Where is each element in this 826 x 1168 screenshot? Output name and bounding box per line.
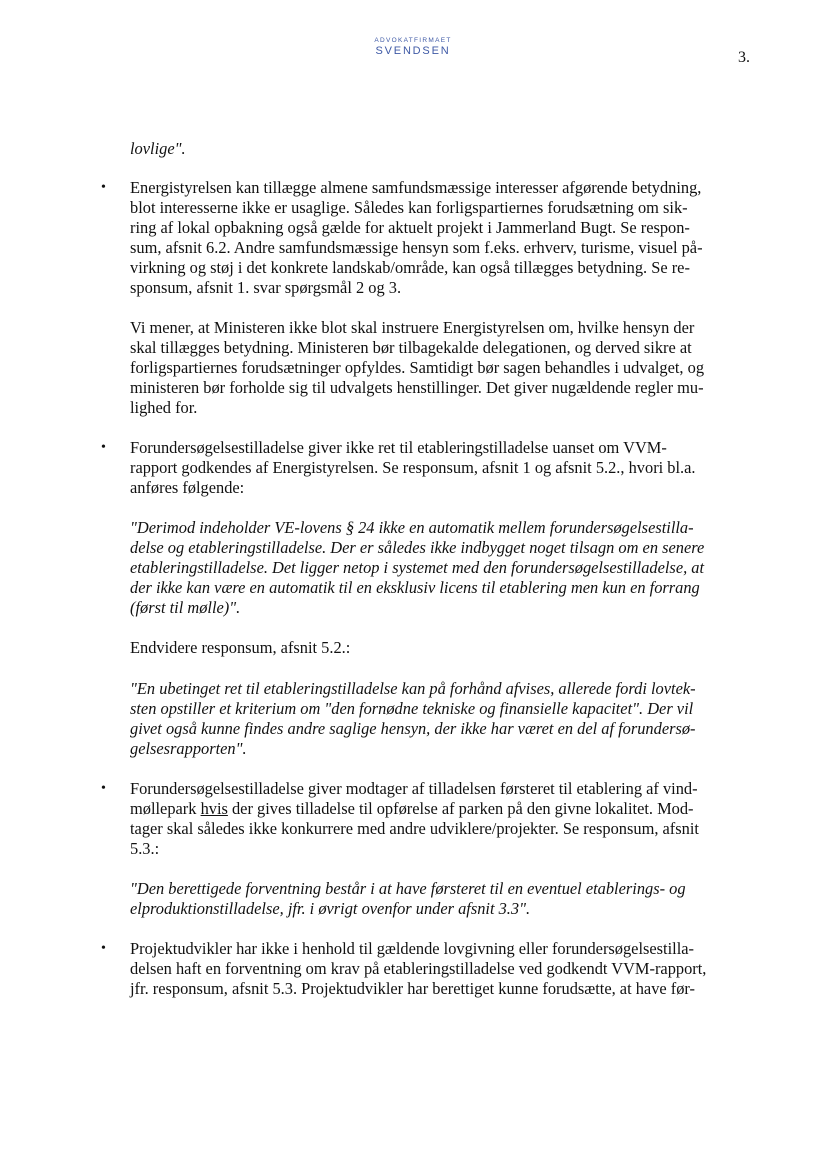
bullet-marker: • [101,180,106,195]
bullet1-line: blot interesserne ikke er usaglige. Således kan forligspartiernes forudsætning om sik- [130,198,688,217]
bullet1-para2-line: skal tillægges betydning. Ministeren bør tilbagekalde delegationen, og derved sikre at [130,338,692,357]
bullet3-line [130,799,694,819]
bullet1-line: ring af lokal opbakning også gælde for aktuelt projekt i Jammerland Bugt. Se respon- [130,218,690,237]
quote-line: "En ubetinget ret til etableringstilladelse kan på forhånd afvises, allerede fordi lovtek- [130,679,696,698]
bullet1-line: virkning og støj i det konkrete landskab/område, kan også tillægges betydning. Se re- [130,258,690,277]
bullet2-intro2: Endvidere responsum, afsnit 5.2.: [130,638,351,657]
bullet4-line: jfr. responsum, afsnit 5.3. Projektudvikler har berettiget kunne forudsætte, at have før- [130,979,696,998]
underlined-word: hvis [200,799,228,818]
quote-line: delse og etableringstilladelse. Der er således ikke indbygget noget tilsagn om en senere [130,538,705,557]
bullet4-line: delsen haft en forventning om krav på etableringstilladelse ved godkendt VVM-rapport, [130,959,707,978]
quote-line: etableringstilladelse. Det ligger netop i systemet med den forundersøgelsestilladelse, at [130,558,705,577]
bullet1-line: Energistyrelsen kan tillægge almene samfundsmæssige interesser afgørende betydning, [130,178,702,197]
page-number: 3. [738,49,750,66]
quote-line: givet også kunne findes andre saglige hensyn, der ikke har været en del af forundersø- [130,719,696,738]
carryover-text: lovlige". [130,139,186,158]
quote-line: "Derimod indeholder VE-lovens § 24 ikke en automatik mellem forundersøgelsestilla- [130,518,694,537]
bullet1-para2-line: ministeren bør forholde sig til udvalgets henstillinger. Det giver nugældende regler mu- [130,378,704,397]
quote-line: "Den berettigede forventning består i at have førsteret til en eventuel etablerings- og [130,879,686,898]
quote-line: (først til mølle)". [130,598,241,617]
bullet1-line: sponsum, afsnit 1. svar spørgsmål 2 og 3. [130,278,402,297]
bullet-marker: • [101,440,106,455]
bullet3-line: tager skal således ikke konkurrere med andre udviklere/projekter. Se responsum, afsnit [130,819,699,838]
bullet2-line: anføres følgende: [130,478,245,497]
bullet1-line: sum, afsnit 6.2. Andre samfundsmæssige hensyn som f.eks. erhverv, turisme, visuel på- [130,238,703,257]
bullet1-para2-line: forligspartiernes forudsætninger opfyldes. Samtidigt bør sagen behandles i udvalget, og [130,358,705,377]
bullet3-line: Forundersøgelsestilladelse giver modtager af tilladelsen førsteret til etablering af vind- [130,779,698,798]
bullet4-line: Projektudvikler har ikke i henhold til gældende lovgivning eller forundersøgelsestilla- [130,939,694,958]
bullet3-line2-end: der gives tilladelse til opførelse af parken på den givne lokalitet. Mod- [227,799,694,818]
quote-line: sten opstiller et kriterium om "den fornødne tekniske og finansielle kapacitet". Der vil [130,699,694,718]
bullet1-para2-line: Vi mener, at Ministeren ikke blot skal instruere Energistyrelsen om, hvilke hensyn der [130,318,695,337]
quote-line: elproduktionstilladelse, jfr. i øvrigt ovenfor under afsnit 3.3". [130,899,531,918]
bullet-marker: • [101,941,106,956]
firm-logo-top: ADVOKATFIRMAET [374,37,452,44]
bullet2-line: rapport godkendes af Energistyrelsen. Se responsum, afsnit 1 og afsnit 5.2., hvori bl.a. [130,458,696,477]
bullet2-line: Forundersøgelsestilladelse giver ikke ret til etableringstilladelse uanset om VVM- [130,438,667,457]
bullet1-para2-line: lighed for. [130,398,198,417]
bullet3-line: 5.3.: [130,839,160,858]
firm-logo-name: SVENDSEN [375,45,451,57]
quote-line: gelsesrapporten". [130,739,247,758]
bullet3-line2-start: møllepark [130,799,201,818]
bullet-marker: • [101,781,106,796]
quote-line: der ikke kan være en automatik til en eksklusiv licens til etablering men kun en forrang [130,578,700,597]
